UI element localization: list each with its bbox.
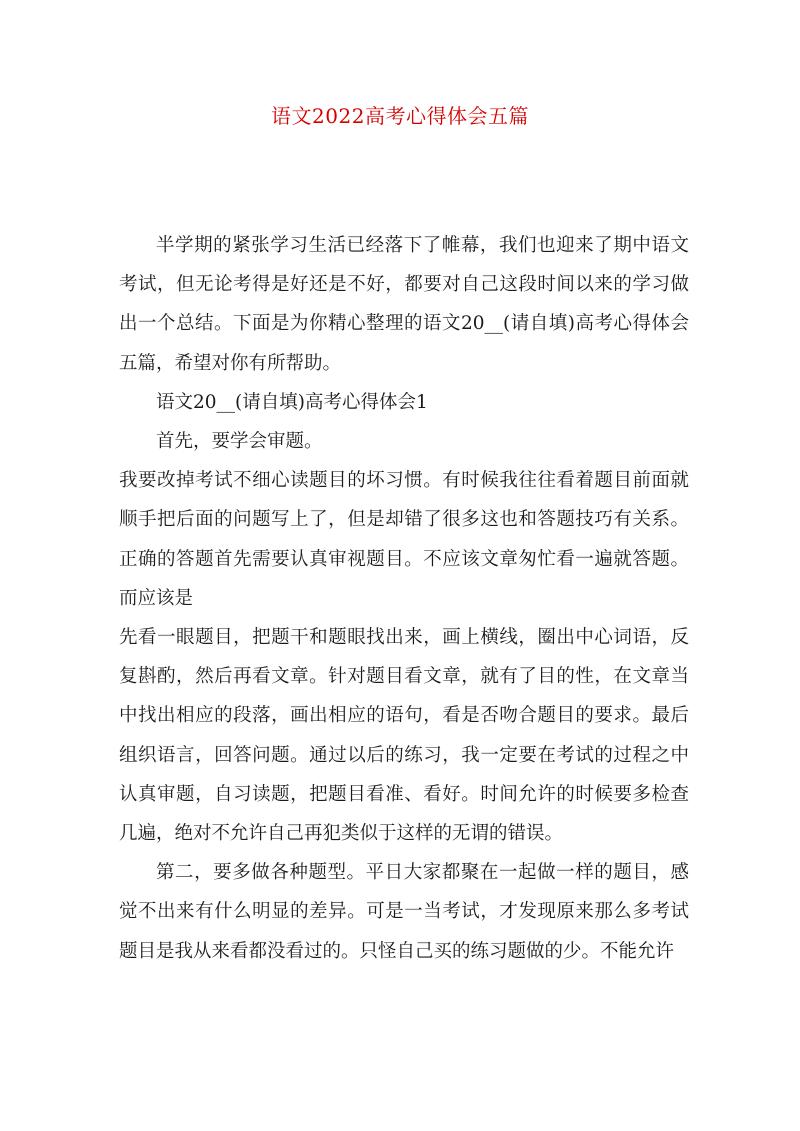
- document-body: [119, 226, 689, 971]
- paragraph-heading-1: 语文20__(请自填)高考心得体会1: [156, 391, 428, 413]
- document-title: 语文2022高考心得体会五篇: [271, 104, 529, 128]
- paragraph-intro: 半学期的紧张学习生活已经落下了帷幕，我们也迎来了期中语文考试，但无论考得是好还是不好，都要对自己这段时间以来的学习做出一个总结。下面是为你精心整理的语文20__(请自填)高考心得体会五篇，希望对你有所帮助。: [119, 235, 689, 374]
- paragraph-point-1: 首先，要学会审题。: [156, 431, 323, 453]
- paragraph-body-2: 先看一眼题目，把题干和题眼找出来，画上横线，圈出中心词语，反复斟酌，然后再看文章。针对题目看文章，就有了目的性，在文章当中找出相应的段落，画出相应的语句，看是否吻合题目的要求。最后组织语言，回答问题。通过以后的练习，我一定要在考试的过程之中认真审题，自习读题，把题目看准、看好。时间允许的时候要多检查几遍，绝对不允许自己再犯类似于这样的无谓的错误。: [119, 627, 689, 845]
- paragraph-body-1: 我要改掉考试不细心读题目的坏习惯。有时候我往往看着题目前面就顺手把后面的问题写上了，但是却错了很多这也和答题技巧有关系。正确的答题首先需要认真审视题目。不应该文章匆忙看一遍就答题。而应该是: [119, 470, 689, 609]
- paragraph-point-2: 第二，要多做各种题型。平日大家都聚在一起做一样的题目，感觉不出来有什么明显的差异。可是一当考试，才发现原来那么多考试题目是我从来看都没看过的。只怪自己买的练习题做的少。不能允许: [119, 862, 689, 962]
